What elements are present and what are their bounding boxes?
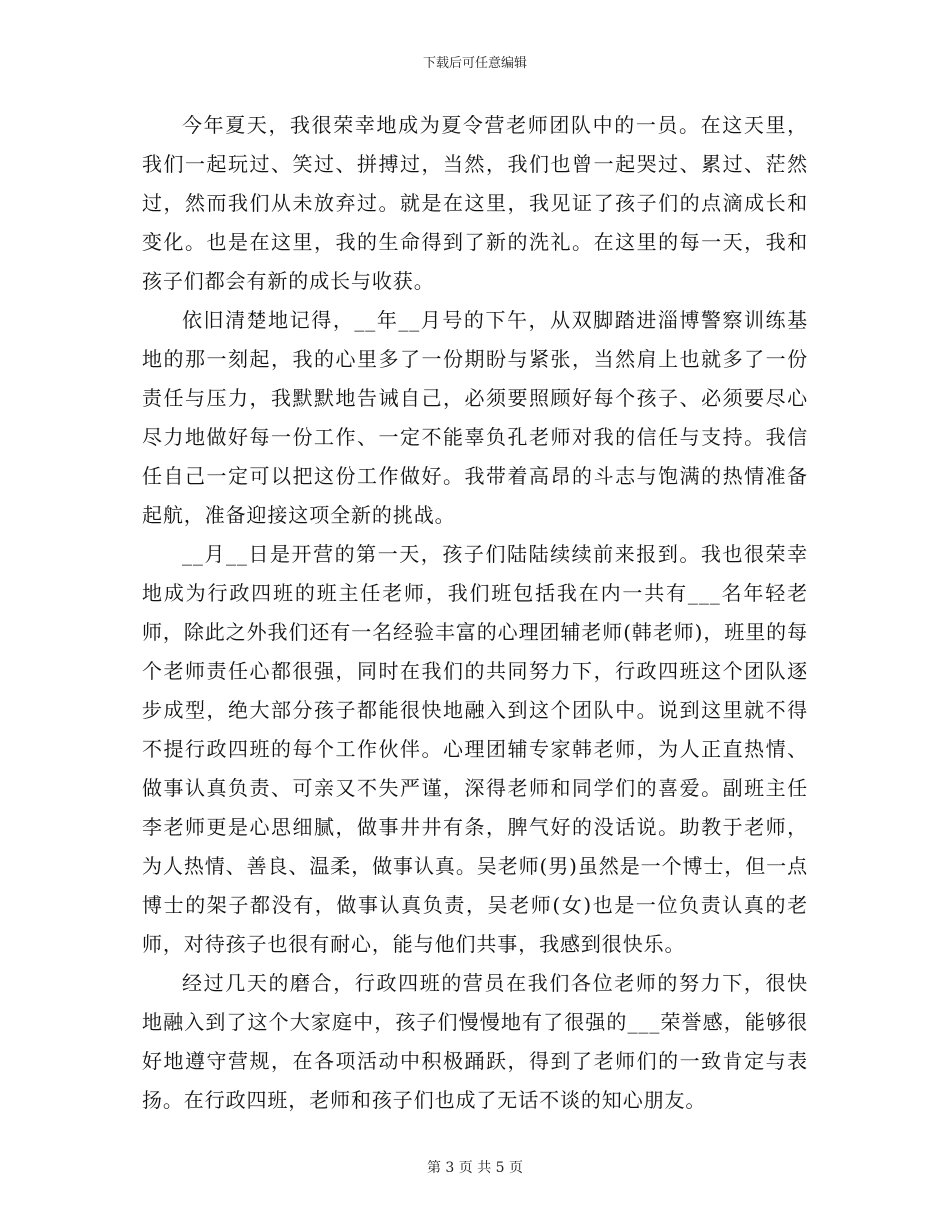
- paragraph-3: __月__日是开营的第一天，孩子们陆陆续续前来报到。我也很荣幸地成为行政四班的班主任老师，我们班包括我在内一共有___名年轻老师，除此之外我们还有一名经验丰富的心理团辅老师(韩老师)，班里的每个老师责任心都很强，同时在我们的共同努力下，行政四班这个团队逐步成型，绝大部分孩子都能很快地融入到这个团队中。说到这里就不得不提行政四班的每个工作伙伴。心理团辅专家韩老师，为人正直热情、做事认真负责、可亲又不失严谨，深得老师和同学们的喜爱。副班主任李老师更是心思细腻，做事井井有条，脾气好的没话说。助教于老师，为人热情、善良、温柔，做事认真。吴老师(男)虽然是一个博士，但一点博士的架子都没有，做事认真负责，吴老师(女)也是一位负责认真的老师，对待孩子也很有耐心，能与他们共事，我感到很快乐。: [142, 542, 808, 956]
- document-body: [142, 106, 808, 1120]
- paragraph-4: 经过几天的磨合，行政四班的营员在我们各位老师的努力下，很快地融入到了这个大家庭中，孩子们慢慢地有了很强的___荣誉感，能够很好地遵守营规，在各项活动中积极踊跃，得到了老师们的一致肯定与表扬。在行政四班，老师和孩子们也成了无话不谈的知心朋友。: [142, 971, 808, 1112]
- page-header: 下载后可任意编辑: [422, 56, 527, 71]
- paragraph-1: 今年夏天，我很荣幸地成为夏令营老师团队中的一员。在这天里，我们一起玩过、笑过、拼搏过，当然，我们也曾一起哭过、累过、茫然过，然而我们从未放弃过。就是在这里，我见证了孩子们的点滴成长和变化。也是在这里，我的生命得到了新的洗礼。在这里的每一天，我和孩子们都会有新的成长与收获。: [142, 113, 808, 293]
- paragraph-2: 依旧清楚地记得，__年__月号的下午，从双脚踏进淄博警察训练基地的那一刻起，我的心里多了一份期盼与紧张，当然肩上也就多了一份责任与压力，我默默地告诫自己，必须要照顾好每个孩子、必须要尽心尽力地做好每一份工作、一定不能辜负孔老师对我的信任与支持。我信任自己一定可以把这份工作做好。我带着高昂的斗志与饱满的热情准备起航，准备迎接这项全新的挑战。: [142, 308, 808, 527]
- page-number: 第 3 页 共 5 页: [426, 1160, 524, 1176]
